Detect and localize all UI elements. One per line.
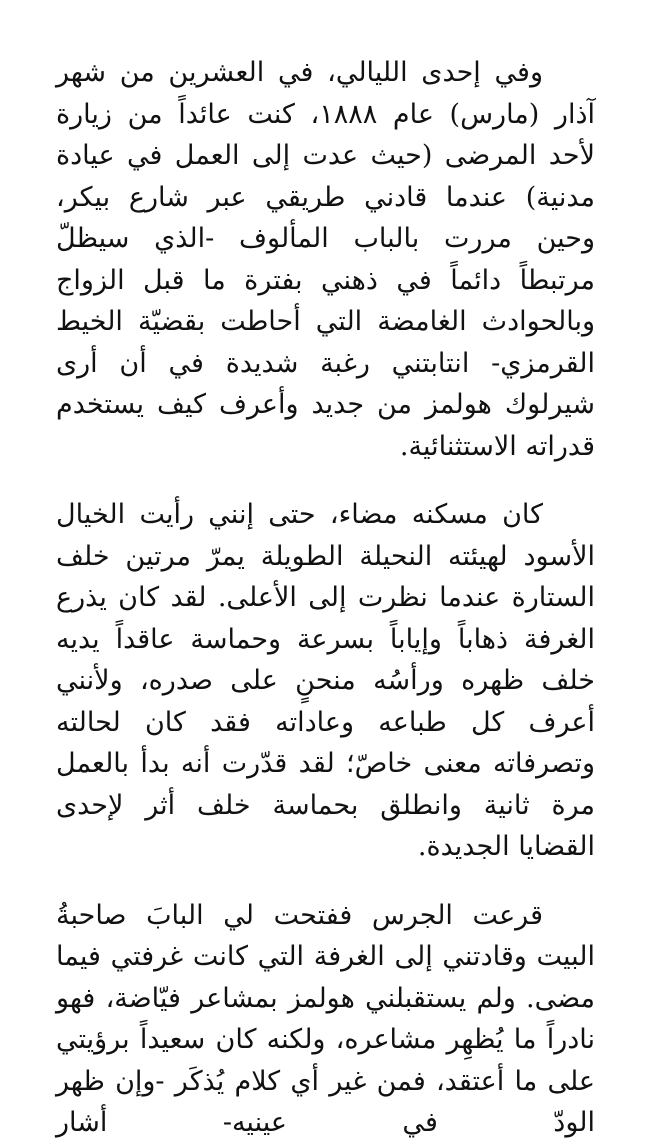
book-page-text	[56, 52, 595, 1144]
paragraph-1: وفي إحدى الليالي، في العشرين من شهر آذار (مارس) عام ١٨٨٨، كنت عائداً من زيارة لأحد المرضى (حيث عدت إلى العمل في عيادة مدنية) عندما قادني طريقي عبر شارع بيكر، وحين مررت بالباب المألوف -الذي سيظلّ مرتبطاً دائماً في ذهني بفترة ما قبل الزواج وبالحوادث الغامضة التي أحاطت بقضيّة الخيط القرمزي- انتابتني رغبة شديدة في أن أرى شيرلوك هولمز من جديد وأعرف كيف يستخدم قدراته الاستثنائية.	[56, 57, 595, 462]
paragraph-3: قرعت الجرس ففتحت لي البابَ صاحبةُ البيت وقادتني إلى الغرفة التي كانت غرفتي فيما مضى. ولم يستقبلني هولمز بمشاعر فيّاضة، فهو نادراً ما يُظهِر مشاعره، ولكنه كان سعيداً برؤيتي على ما أعتقد، فمن غير أي كلام يُذكَر -وإن ظهر الودّ في عينيه- أشار	[56, 899, 595, 1138]
paragraph-2: كان مسكنه مضاء، حتى إنني رأيت الخيال الأسود لهيئته النحيلة الطويلة يمرّ مرتين خلف الستارة عندما نظرت إلى الأعلى. لقد كان يذرع الغرفة ذهاباً وإياباً بسرعة وحماسة عاقداً يديه خلف ظهره ورأسُه منحنٍ على صدره، ولأنني أعرف كل طباعه وعاداته فقد كان لحالته وتصرفاته معنى خاصّ؛ لقد قدّرت أنه بدأ بالعمل مرة ثانية وانطلق بحماسة خلف أثر لإحدى القضايا الجديدة.	[56, 499, 595, 862]
